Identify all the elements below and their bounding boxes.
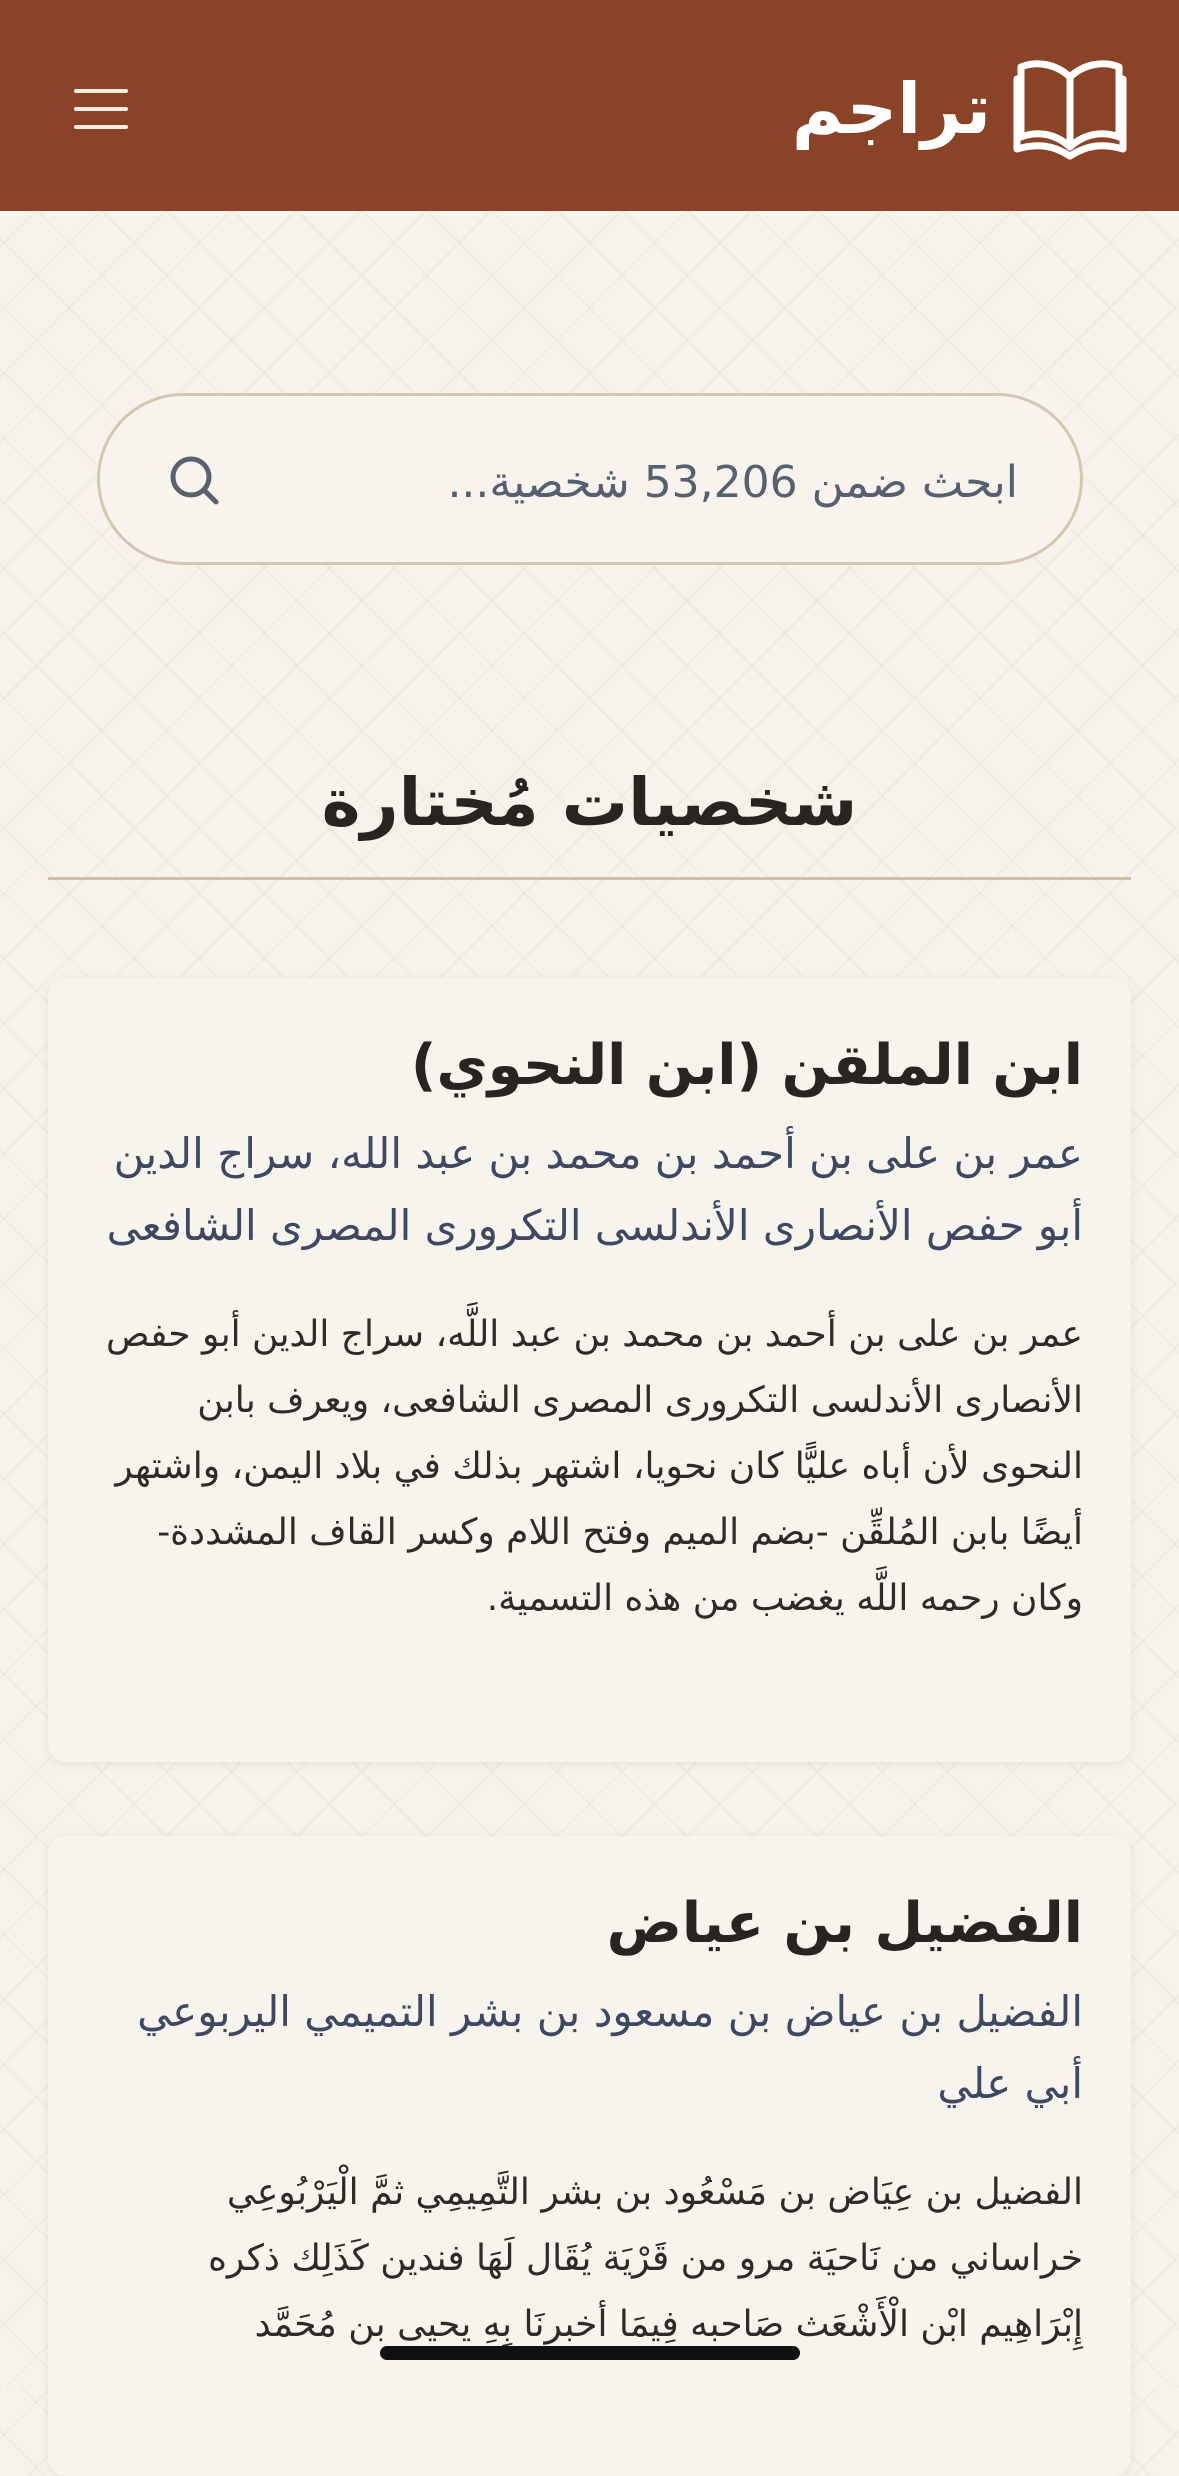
brand-home-link[interactable] [792, 54, 1127, 164]
person-card[interactable] [48, 978, 1131, 1762]
menu-button[interactable] [74, 74, 154, 144]
person-card[interactable] [48, 1836, 1131, 2476]
search-icon[interactable] [164, 451, 224, 511]
hamburger-line [74, 107, 128, 111]
hamburger-line [74, 125, 128, 129]
open-book-icon [1013, 57, 1127, 161]
person-full-name: عمر بن على بن أحمد بن محمد بن عبد الله، سراج الدين أبو حفص الأنصارى الأندلسى التكرورى المصرى الشافعى [106, 1129, 1083, 1250]
hamburger-line [74, 89, 128, 93]
search-bar [97, 393, 1083, 565]
brand-title: تراجم [791, 68, 991, 150]
person-name[interactable]: الفضيل بن عياض [606, 1891, 1083, 1956]
home-indicator [380, 2346, 800, 2360]
person-description: الفضيل بن عِيَاض بن مَسْعُود بن بشر التَّمِيمِي ثمَّ الْيَرْبُوعِي خراساني من نَاحيَة مرو من قَرْيَة يُقَال لَهَا فندين كَذَلِك ذكره إِبْرَاهِيم ابْن الْأَشْعَث صَاحبه فِيمَا أخبرنَا بِهِ يحيى بن مُحَمَّد [208, 2172, 1083, 2345]
app-header [0, 0, 1179, 211]
search-input[interactable] [250, 436, 1020, 528]
section-title: شخصيات مُختارة [321, 764, 858, 841]
person-description: عمر بن على بن أحمد بن محمد بن عبد اللَّه، سراج الدين أبو حفص الأنصارى الأندلسى التكرورى المصرى الشافعى، ويعرف بابن النحوى لأن أباه عليًّا كان نحويا، اشتهر بذلك في بلاد اليمن، واشتهر أيضًا بابن المُلقِّن -بضم الميم وفتح اللام وكسر القاف المشددة- وكان رحمه اللَّه يغضب من هذه التسمية. [105, 1314, 1083, 1619]
person-name[interactable]: ابن الملقن (ابن النحوي) [410, 1033, 1083, 1098]
section-divider [48, 877, 1131, 880]
person-full-name: الفضيل بن عياض بن مسعود بن بشر التميمي اليربوعي أبي علي [137, 1987, 1083, 2108]
